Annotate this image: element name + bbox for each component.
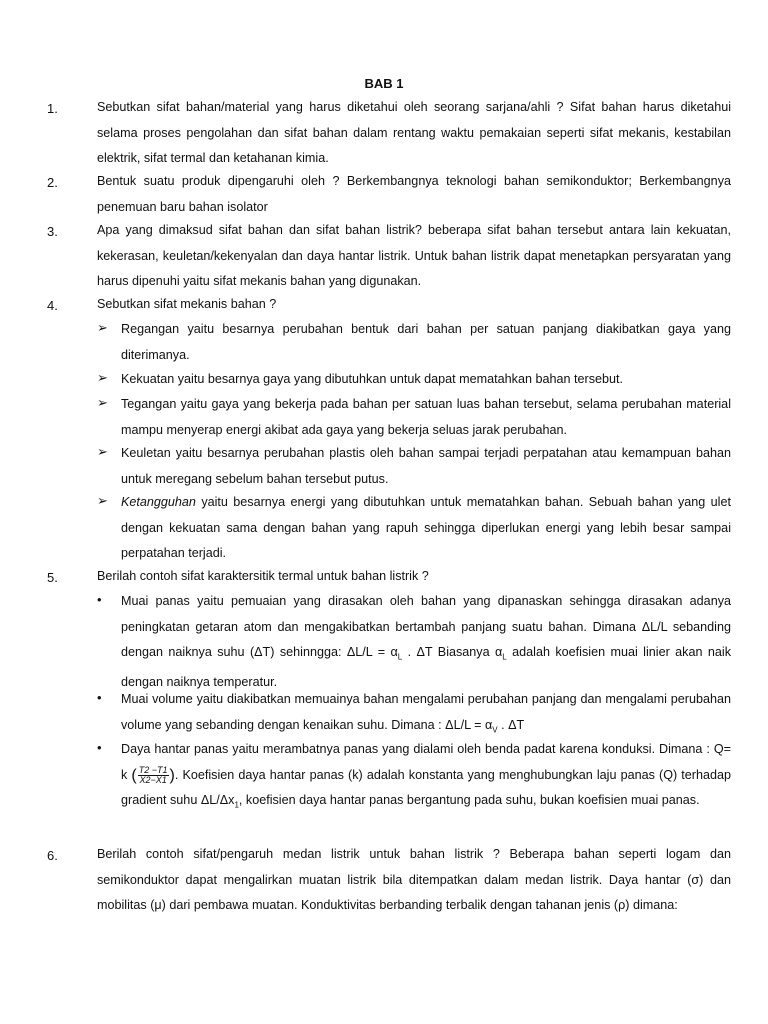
question-text: Sebutkan sifat bahan/material yang harus diketahui oleh seorang sarjana/ahli ? Sifat bahan harus diketahui selama proses pengolahan dan sifat bahan dalam rentang waktu pemakaian seperti sifat mekanis, kestabilan elektrik, sifat termal dan ketahanan kimia. (97, 100, 731, 165)
arrow-bullet-icon: ➢ (97, 493, 108, 508)
text-run: Muai volume yaitu diakibatkan memuainya bahan mengalami perubahan panjang dan mengalami perubahan volume yang sebanding dengan kenaikan suhu. Dimana : ΔL/L = α (121, 692, 731, 732)
italic-term: Ketangguhan (121, 495, 196, 509)
text-run: Muai panas yaitu pemuaian yang dirasakan oleh bahan yang dipanaskan sehingga dirasakan adanya peningkatan getaran atom dan mengakibatkan bertambah panjang suatu bahan. Dimana ΔL/L sebanding dengan naiknya suhu (ΔT) sehinngga: ΔL/L = α (121, 594, 731, 659)
question-text: Apa yang dimaksud sifat bahan dan sifat bahan listrik? beberapa sifat bahan tersebut antara lain kekuatan, kekerasan, keuletan/kekenyalan dan daya hantar listrik. Untuk bahan listrik dapat menetapkan persyaratan yang harus dipenuhi yaitu sifat mekanis bahan yang digunakan. (97, 223, 731, 288)
subscript: 1 (234, 800, 239, 810)
bullet-text: Kekuatan yaitu besarnya gaya yang dibutuhkan untuk dapat mematahkan bahan tersebut. (121, 372, 624, 386)
subscript: L (397, 652, 403, 662)
question-number: 4. (47, 298, 58, 313)
text-run: . Koefisien daya hantar panas (k) adalah konstanta yang menghubungkan laju panas (Q) terhadap gradient suhu ΔL/Δx (121, 767, 732, 808)
paren-close: ) (169, 766, 175, 784)
question-text: Sebutkan sifat mekanis bahan ? (97, 297, 277, 311)
bullet-text (121, 589, 731, 696)
arrow-bullet-icon: ➢ (97, 395, 108, 410)
dot-bullet-icon: • (97, 690, 102, 705)
question-text: Berilah contoh sifat karaktersitik termal untuk bahan listrik ? (97, 569, 429, 583)
bullet-text (121, 490, 731, 567)
arrow-bullet-icon: ➢ (97, 320, 108, 335)
question-number: 5. (47, 570, 58, 585)
paren-open: ( (131, 766, 137, 784)
bullet-text: Regangan yaitu besarnya perubahan bentuk dari bahan per satuan panjang diakibatkan gaya yang diterimanya. (121, 322, 731, 362)
bullet-text (121, 737, 731, 818)
arrow-bullet-icon: ➢ (97, 370, 108, 385)
text-run: , koefisien daya hantar panas bergantung pada suhu, bukan koefisien muai panas. (238, 793, 700, 808)
fraction (138, 766, 169, 785)
question-number: 3. (47, 224, 58, 239)
question-text: Bentuk suatu produk dipengaruhi oleh ? Berkembangnya teknologi bahan semikonduktor; Berkembangnya penemuan baru bahan isolator (97, 174, 731, 214)
bullet-text (121, 687, 731, 743)
fraction-numerator: T2 −T1 (138, 764, 168, 775)
text-run: Daya hantar panas yaitu merambatnya panas yang dialami oleh benda padat karena konduksi. Dimana : Q= k (121, 742, 731, 782)
fraction-denominator: X2−X1 (139, 774, 167, 785)
question-number: 6. (47, 848, 58, 863)
text-run: . ΔT Biasanya α (402, 645, 503, 659)
subscript: V (492, 725, 498, 735)
question-number: 2. (47, 175, 58, 190)
text-run: adalah koefisien muai linier akan naik dengan naiknya temperatur. (121, 645, 731, 690)
text-run: . ΔT (497, 717, 525, 732)
dot-bullet-icon: • (97, 592, 102, 607)
dot-bullet-icon: • (97, 740, 102, 755)
question-text: Berilah contoh sifat/pengaruh medan listrik untuk bahan listrik ? Beberapa bahan seperti logam dan semikonduktor dapat mengalirkan muatan listrik bila ditempatkan dalam medan listrik. Daya hantar (σ) dan mobilitas (μ) dari pembawa muatan. Konduktivitas berbanding terbalik dengan tahanan jenis (ρ) dimana: (97, 847, 731, 912)
chapter-title: BAB 1 (364, 76, 404, 91)
bullet-text: Keuletan yaitu besarnya perubahan plastis oleh bahan sampai terjadi perpatahan atau kemampuan bahan untuk meregang sebelum bahan tersebut putus. (121, 446, 731, 486)
subscript: L (502, 652, 507, 662)
bullet-text-rest: yaitu besarnya energi yang dibutuhkan untuk mematahkan bahan. Sebuah bahan yang ulet dengan kekuatan sama dengan bahan yang rapuh sehingga diperlukan energi yang lebih besar sampai perpatahan terjadi. (121, 495, 731, 560)
question-number: 1. (47, 101, 58, 116)
bullet-text: Tegangan yaitu gaya yang bekerja pada bahan per satuan luas bahan tersebut, selama perubahan material mampu menyerap energi akibat ada gaya yang bekerja seluas jarak perubahan. (121, 397, 731, 437)
arrow-bullet-icon: ➢ (97, 444, 108, 459)
